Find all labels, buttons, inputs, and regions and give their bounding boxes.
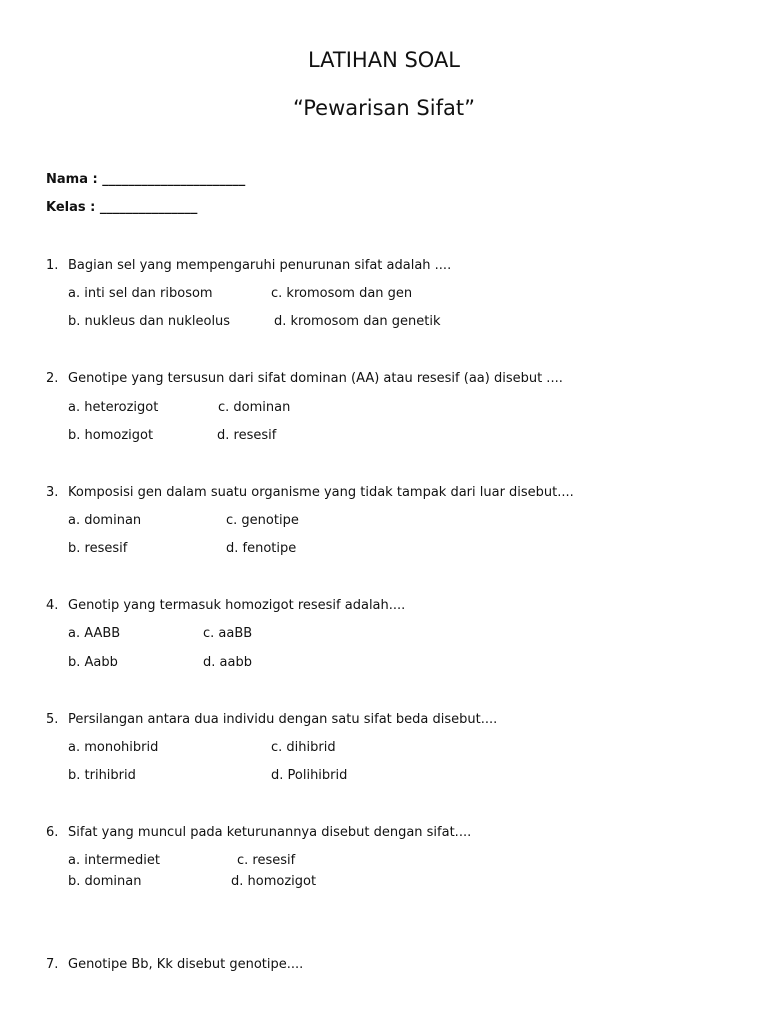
option-b: b. Aabb: [68, 655, 118, 670]
option-c: c. kromosom dan gen: [271, 286, 413, 301]
question-text: Genotip yang termasuk homozigot resesif adalah....: [68, 598, 406, 613]
question-text: Genotipe yang tersusun dari sifat dominan (AA) atau resesif (aa) disebut ....: [68, 371, 563, 386]
question-number: 3.: [46, 485, 59, 500]
worksheet-subtitle: “Pewarisan Sifat”: [293, 96, 475, 120]
question-number: 1.: [46, 258, 59, 273]
option-d: d. homozigot: [231, 874, 317, 889]
option-a: a. heterozigot: [68, 400, 159, 415]
option-a: a. monohibrid: [68, 740, 159, 755]
name-field-line: Nama : ______________________: [46, 172, 246, 187]
question-text: Sifat yang muncul pada keturunannya disebut dengan sifat....: [68, 825, 472, 840]
option-b: b. homozigot: [68, 428, 154, 443]
option-d: d. resesif: [217, 428, 277, 443]
option-d: d. aabb: [203, 655, 252, 670]
question-number: 2.: [46, 371, 59, 386]
question-text: Persilangan antara dua individu dengan satu sifat beda disebut....: [68, 712, 498, 727]
worksheet-title: LATIHAN SOAL: [307, 48, 461, 72]
question-number: 7.: [46, 957, 59, 972]
option-d: d. Polihibrid: [271, 768, 348, 783]
option-b: b. resesif: [68, 541, 128, 556]
question-text: Komposisi gen dalam suatu organisme yang tidak tampak dari luar disebut....: [68, 485, 574, 500]
question-text: Genotipe Bb, Kk disebut genotipe....: [68, 957, 304, 972]
option-a: a. intermediet: [68, 853, 160, 868]
option-a: a. dominan: [68, 513, 142, 528]
option-b: b. trihibrid: [68, 768, 136, 783]
option-a: a. inti sel dan ribosom: [68, 286, 213, 301]
question-text: Bagian sel yang mempengaruhi penurunan sifat adalah ....: [68, 258, 452, 273]
option-c: c. dominan: [218, 400, 291, 415]
option-b: b. dominan: [68, 874, 142, 889]
question-number: 5.: [46, 712, 59, 727]
option-a: a. AABB: [68, 626, 121, 641]
option-d: d. fenotipe: [226, 541, 297, 556]
option-d: d. kromosom dan genetik: [274, 314, 441, 329]
question-number: 4.: [46, 598, 59, 613]
option-c: c. genotipe: [226, 513, 299, 528]
option-b: b. nukleus dan nukleolus: [68, 314, 231, 329]
option-c: c. dihibrid: [271, 740, 336, 755]
option-c: c. resesif: [237, 853, 296, 868]
question-number: 6.: [46, 825, 59, 840]
option-c: c. aaBB: [203, 626, 253, 641]
class-field-line: Kelas : _______________: [46, 200, 198, 215]
